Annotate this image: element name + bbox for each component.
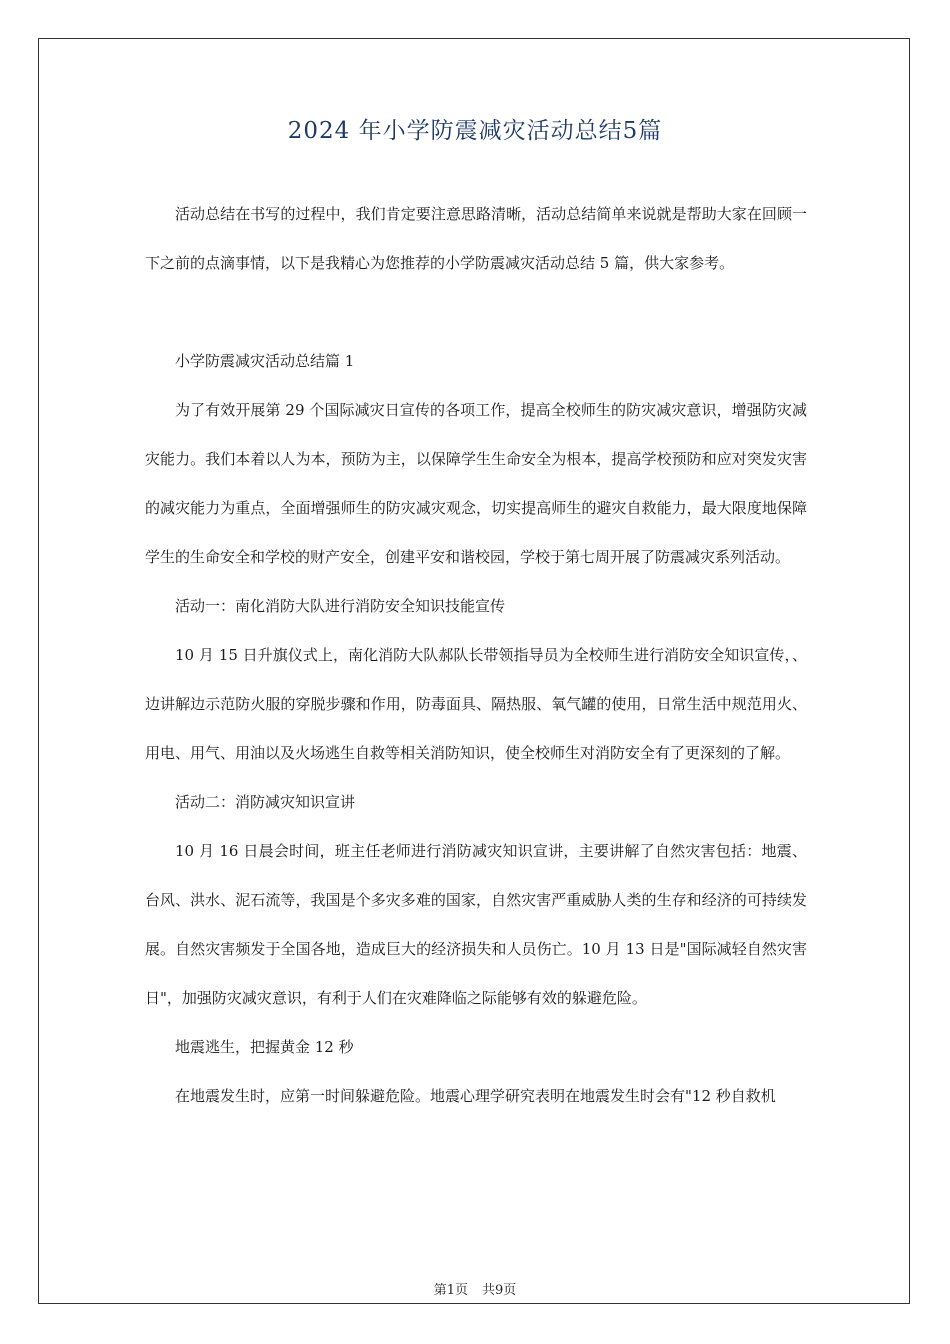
page-footer (0, 1279, 950, 1298)
activity-heading: 活动二：消防减灾知识宣讲 (175, 793, 356, 811)
document-body (145, 190, 807, 1121)
document-title: 2024 年小学防震减灾活动总结5篇 (287, 118, 663, 144)
page-number: 第1页 (433, 1283, 468, 1298)
body-paragraph: 10 月 16 日晨会时间，班主任老师进行消防减灾知识宣讲，主要讲解了自然灾害包括：地震、台风、洪水、泥石流等，我国是个多灾多难的国家，自然灾害严重威胁人类的生存和经济的可持续发展。自然灾害频发于全国各地，造成巨大的经济损失和人员伤亡。10 月 13 日是"国际减轻自然灾害日"，加强防灾减灾意识，有利于人们在灾难降临之际能够有效的躲避危险。 (145, 842, 807, 1007)
activity-heading: 活动一：南化消防大队进行消防安全知识技能宣传 (175, 597, 506, 615)
page-total: 共9页 (482, 1283, 517, 1298)
body-paragraph: 在地震发生时，应第一时间躲避危险。地震心理学研究表明在地震发生时会有"12 秒自救机 (175, 1087, 776, 1105)
subsection-heading: 地震逃生，把握黄金 12 秒 (175, 1038, 354, 1056)
intro-paragraph: 活动总结在书写的过程中，我们肯定要注意思路清晰，活动总结简单来说就是帮助大家在回顾一下之前的点滴事情，以下是我精心为您推荐的小学防震减灾活动总结 5 篇，供大家参考。 (145, 205, 807, 272)
body-paragraph: 10 月 15 日升旗仪式上，南化消防大队郝队长带领指导员为全校师生进行消防安全知识宣传，、边讲解边示范防火服的穿脱步骤和作用，防毒面具、隔热服、氧气罐的使用，日常生活中规范用火、用电、用气、用油以及火场逃生自救等相关消防知识，使全校师生对消防安全有了更深刻的了解。 (145, 646, 807, 762)
section-heading: 小学防震减灾活动总结篇 1 (175, 352, 355, 370)
body-paragraph: 为了有效开展第 29 个国际减灾日宣传的各项工作，提高全校师生的防灾减灾意识，增强防灾减灾能力。我们本着以人为本，预防为主，以保障学生生命安全为根本，提高学校预防和应对突发灾害的减灾能力为重点，全面增强师生的防灾减灾观念，切实提高师生的避灾自救能力，最大限度地保障学生的生命安全和学校的财产安全，创建平安和谐校园，学校于第七周开展了防震减灾系列活动。 (145, 401, 807, 566)
